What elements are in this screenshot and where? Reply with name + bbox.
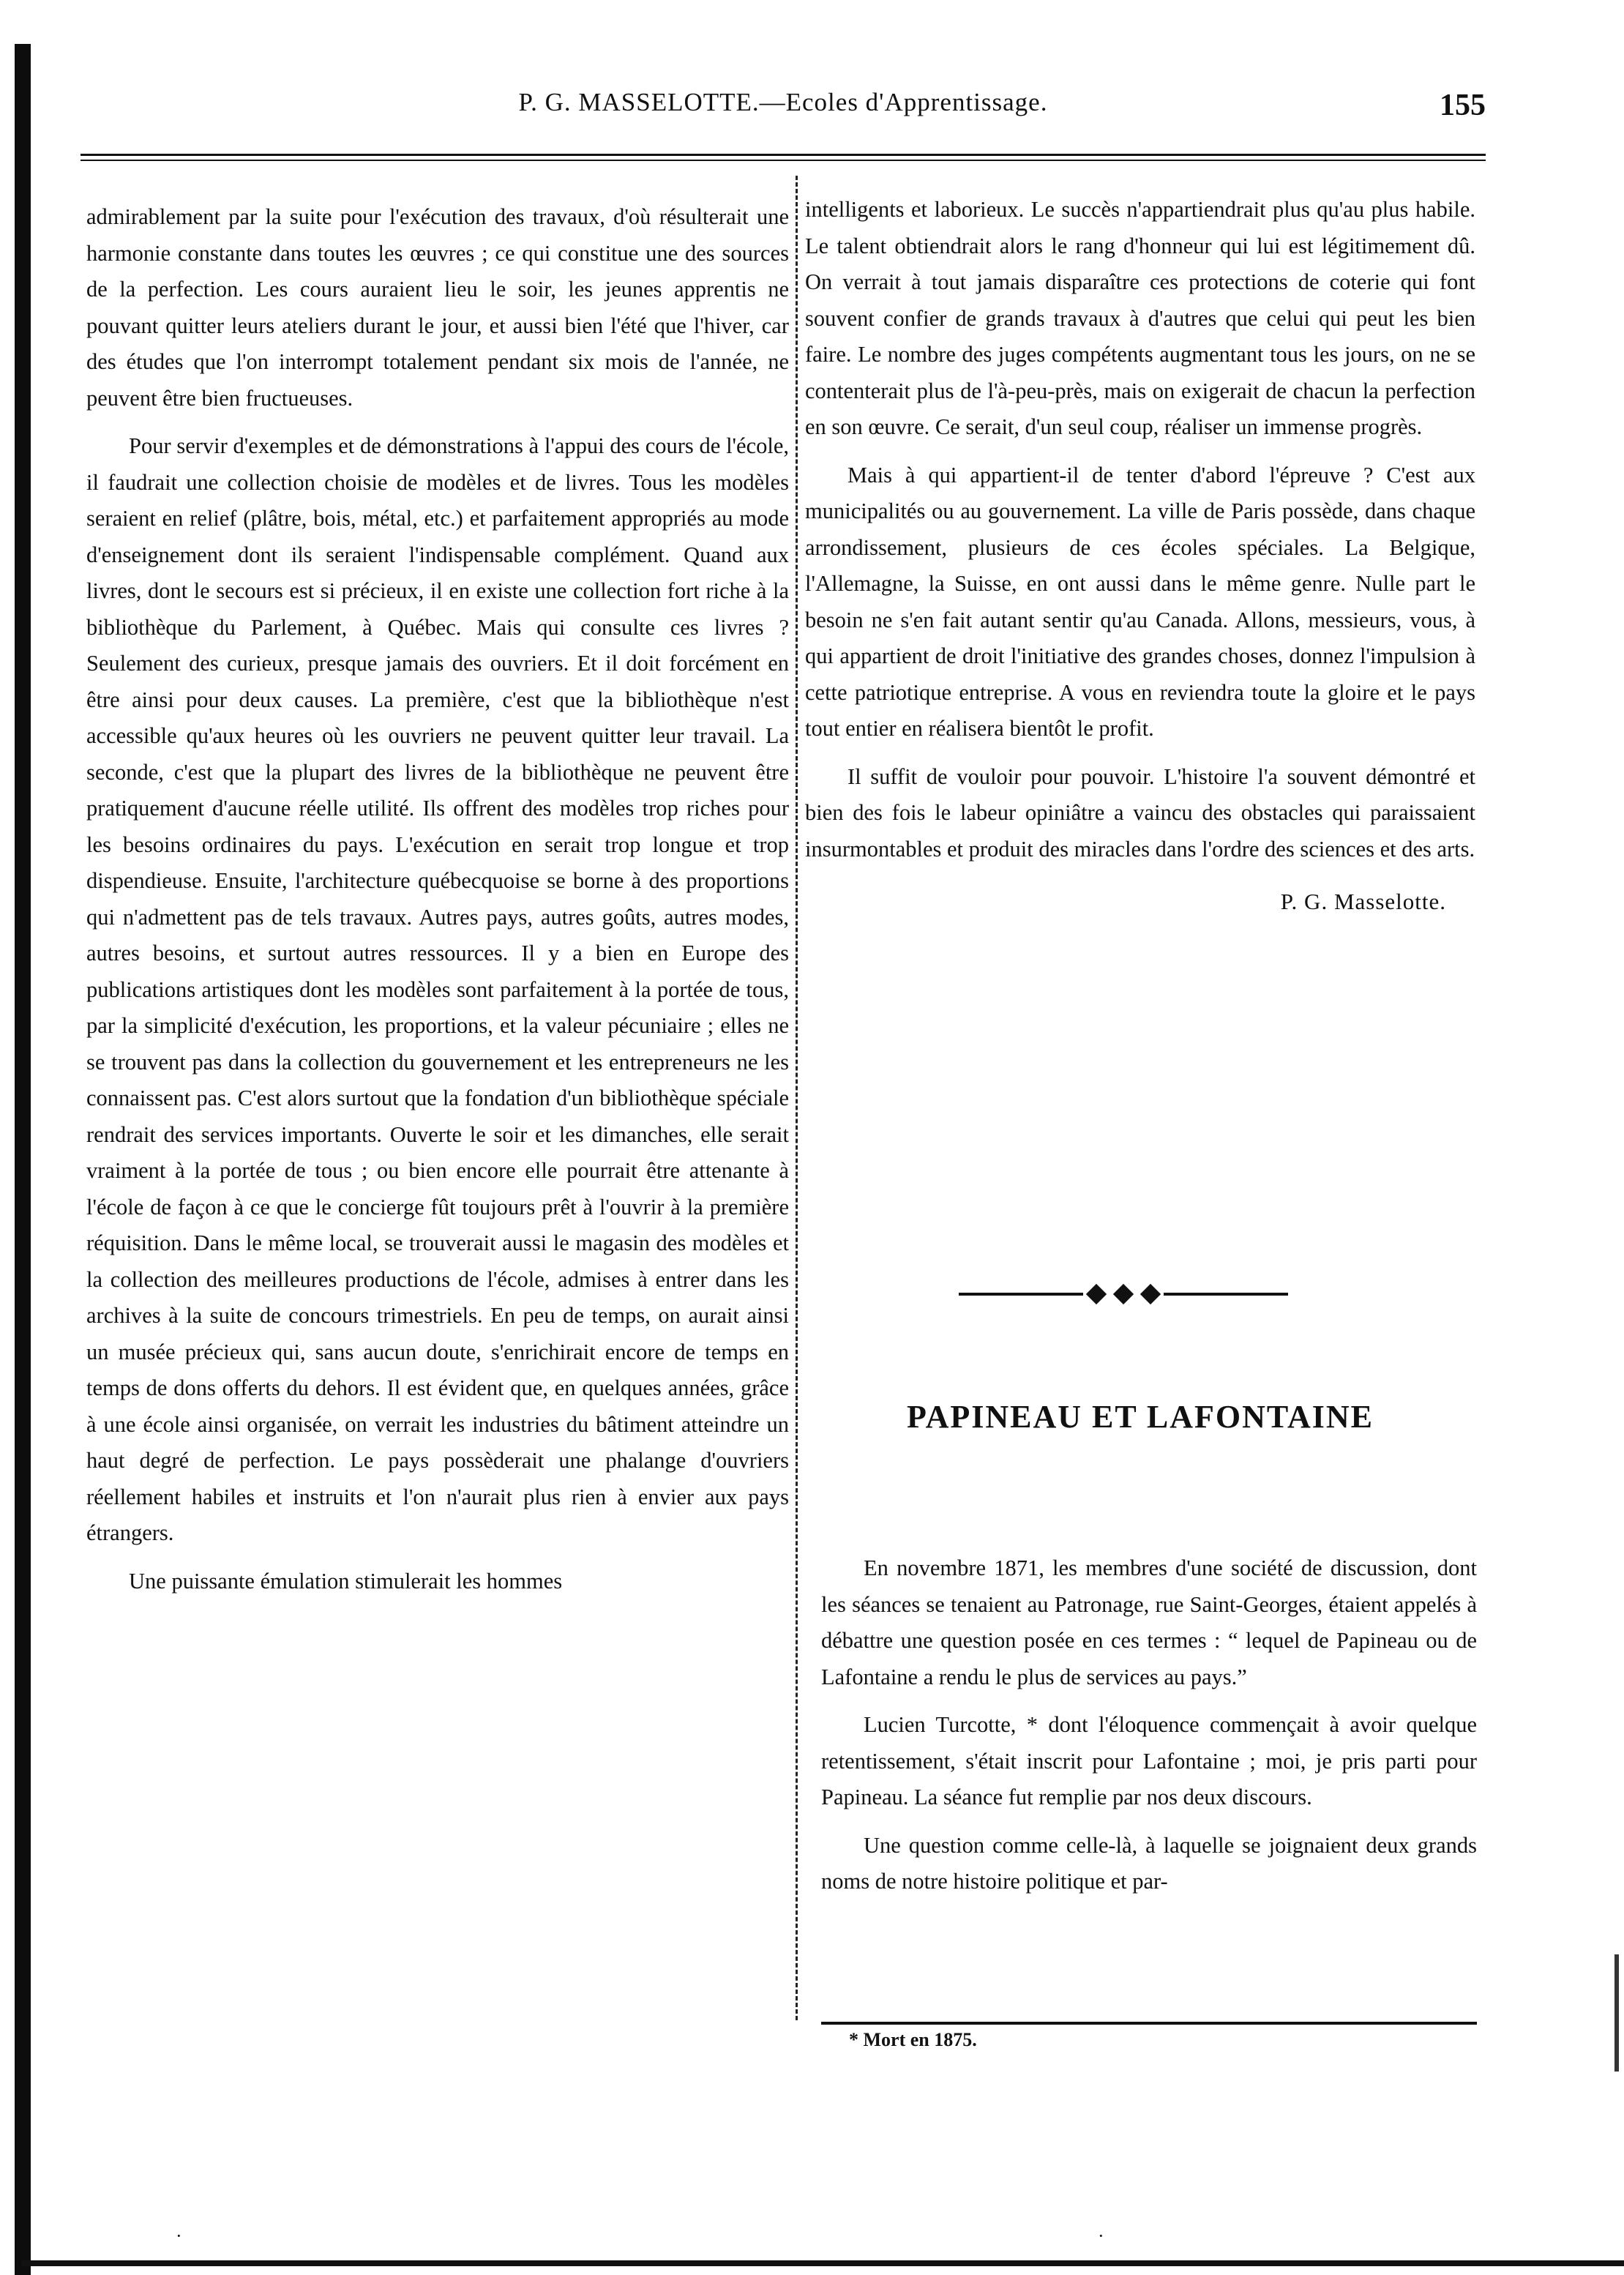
page-binding-edge: [15, 44, 31, 2275]
author-signature: P. G. Masselotte.: [1280, 889, 1446, 914]
left-column: [86, 199, 789, 1611]
paragraph: Lucien Turcotte, * dont l'éloquence commençait à avoir quelque retentissement, s'était inscrit pour Lafontaine ; moi, je pris parti pour Papineau. La séance fut remplie par nos deux discours.: [821, 1712, 1477, 1809]
header-rule: [81, 154, 1486, 161]
page-bottom-edge: [22, 2260, 1624, 2266]
article-title: PAPINEAU ET LAFONTAINE: [906, 1399, 1374, 1435]
running-head: P. G. MASSELOTTE.—Ecoles d'Apprentissage.: [518, 88, 1048, 116]
footnote-rule: [821, 2022, 1477, 2025]
paragraph: Il suffit de vouloir pour pouvoir. L'histoire l'a souvent démontré et bien des fois le labeur opiniâtre a vaincu des obstacles qui paraissaient insurmontables et produit des miracles dans l'ordre des sciences et des arts.: [805, 763, 1475, 862]
ornament-line: [1164, 1293, 1288, 1296]
paragraph: Mais à qui appartient-il de tenter d'abord l'épreuve ? C'est aux municipalités ou au gouvernement. La ville de Paris possède, dans chaque arrondissement, plusieurs de ces écoles spéciales. La Belgique, l'Allemagne, la Suisse, en ont aussi dans le même genre. Nulle part le besoin ne s'en fait autant sentir qu'au Canada. Allons, messieurs, vous, à qui appartient de droit l'initiative des grandes choses, donnez l'impulsion à cette patriotique entreprise. A vous en reviendra toute la gloire et le pays tout entier en réalisera bientôt le profit.: [805, 462, 1475, 741]
paragraph: En novembre 1871, les membres d'une société de discussion, dont les séances se tenaient au Patronage, rue Saint-Georges, étaient appelés à débattre une question posée en ces termes : “ lequel de Papineau ou de Lafontaine a rendu le plus de services au pays.”: [821, 1555, 1477, 1689]
paragraph: Pour servir d'exemples et de démonstrations à l'appui des cours de l'école, il faudrait une collection choisie de modèles et de livres. Tous les modèles seraient en relief (plâtre, bois, métal, etc.) et parfaitement appropriés au mode d'enseignement dont ils seraient l'indispensable complément. Quand aux livres, dont le secours est si précieux, il en existe une collection fort riche à la bibliothèque du Parlement, à Québec. Mais qui consulte ces livres ? Seulement des curieux, presque jamais des ouvriers. Et il doit forcément en être ainsi pour deux causes. La première, c'est que la bibliothèque n'est accessible qu'aux heures où les ouvriers ne peuvent quitter leur travail. La seconde, c'est que la plupart des livres de la bibliothèque ne peuvent être pratiquement d'aucune réelle utilité. Ils offrent des modèles trop riches pour les besoins ordinaires du pays. L'exécution en serait trop longue et trop dispendieuse. Ensuite, l'architecture québecquoise se borne à des proportions qui n'admettent pas de tels travaux. Autres pays, autres goûts, autres modes, autres besoins, et surtout autres ressources. Il y a bien en Europe des publications artistiques dont les modèles sont parfaitement à la portée de tous, par la simplicité d'exécution, les proportions, et la valeur pécuniaire ; elles ne se trouvent pas dans la collection du gouvernement et les entrepreneurs ne les connaissent pas. C'est alors surtout que la fondation d'un bibliothèque spéciale rendrait des services importants. Ouverte le soir et les dimanches, elle serait vraiment à la portée de tous ; ou bien encore elle pourrait être attenante à l'école de façon à ce que le concierge fût toujours prêt à l'ouvrir à la première réquisition. Dans le même local, se trouverait aussi le magasin des modèles et la collection des meilleures productions de l'école, admises à entrer dans les archives à la suite de concours trimestriels. En peu de temps, on aurait ainsi un musée précieux qui, sans aucun doute, s'enrichirait encore de temps en temps de dons offerts du dehors. Il est évident que, en quelques années, grâce à une école ainsi organisée, on verrait les industries du bâtiment atteindre un haut degré de perfection. Le pays possèderait une phalange d'ouvriers réellement habiles et instruits et l'on n'aurait plus rien à envier aux pays étrangers.: [86, 433, 789, 1545]
right-column: [805, 192, 1475, 920]
ornament-diamond: [1113, 1284, 1134, 1304]
paragraph: admirablement par la suite pour l'exécution des travaux, d'où résulterait une harmonie constante dans toutes les œuvres ; ce qui constitue une des sources de la perfection. Les cours auraient lieu le soir, les jeunes apprentis ne pouvant quitter leurs ateliers durant le jour, et aussi bien l'été que l'hiver, car des études que l'on interrompt totalement pendant six mois de l'année, ne peuvent être bien fructueuses.: [86, 204, 789, 411]
section-ornament: [959, 1287, 1288, 1301]
ink-speck: ·: [1098, 2225, 1104, 2246]
page-header: [81, 88, 1486, 146]
footnote: * Mort en 1875.: [849, 2029, 977, 2050]
column-divider: [796, 176, 798, 2020]
paragraph: Une question comme celle-là, à laquelle se joignaient deux grands noms de notre histoire politique et par-: [821, 1832, 1477, 1894]
article-body: [821, 1550, 1477, 1912]
ornament-diamond: [1086, 1284, 1107, 1304]
ornament-line: [959, 1293, 1083, 1296]
paragraph: Une puissante émulation stimulerait les hommes: [129, 1568, 563, 1594]
ornament-diamond: [1140, 1284, 1161, 1304]
page-number: 155: [1440, 89, 1486, 122]
paragraph: intelligents et laborieux. Le succès n'appartiendrait plus qu'au plus habile. Le talent obtiendrait alors le rang d'honneur qui lui est légitimement dû. On verrait à tout jamais disparaître ces protections de coterie qui font souvent confier de grands travaux à d'autres que celui qui peut les bien faire. Le nombre des juges compétents augmentant tous les jours, on ne se contenterait plus de l'à-peu-près, mais on exigerait de chacun la perfection en son œuvre. Ce serait, d'un seul coup, réaliser un immense progrès.: [805, 197, 1475, 439]
page-right-edge-mark: [1614, 1954, 1619, 2072]
ink-speck: ·: [176, 2225, 182, 2246]
